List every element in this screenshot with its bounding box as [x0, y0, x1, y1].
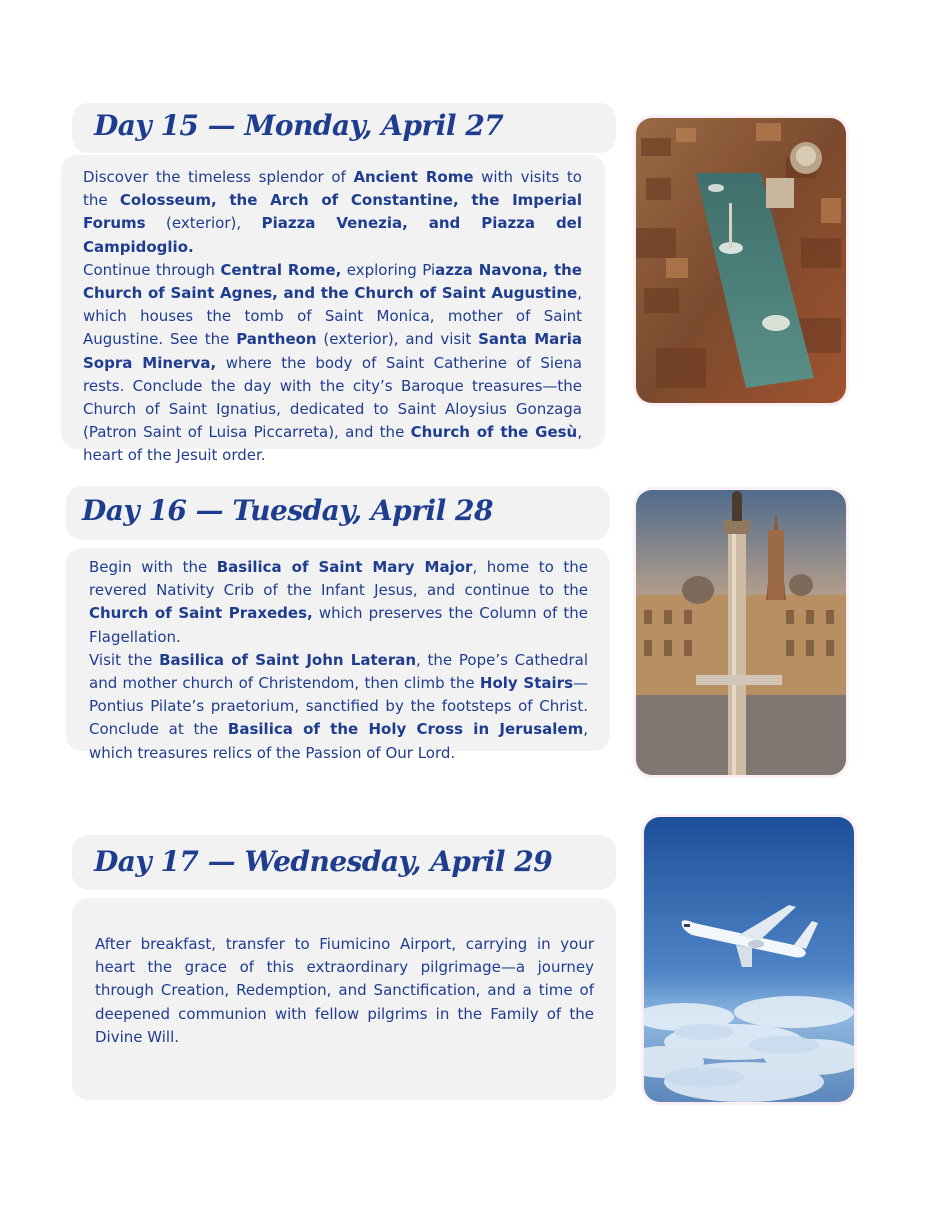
day-15-paragraph-1 [83, 166, 582, 259]
body-text: , which houses the tomb of Saint Monica, mother of Saint Augustine. See the [83, 284, 582, 349]
body-text: —Pontius Pilate’s praetorium, sanctified by the footsteps of Christ. Conclude at the [89, 674, 588, 739]
day-17-title-bar [72, 835, 616, 890]
body-text: (exterior), and visit [316, 330, 479, 349]
emphasis-text: Holy Stairs [479, 674, 573, 693]
body-text: , heart of the Jesuit order. [83, 423, 583, 465]
day-15-description [83, 166, 582, 468]
body-text: where the body of Saint Catherine of Siena rests. Conclude the day with the city’s Baroque treasures—the Church of Saint Ignatius, dedicated to Saint Aloysius Gonzaga (Patron Saint of Luisa Piccarreta), and the [83, 353, 582, 442]
emphasis-text: Church of Saint Praxedes, [89, 604, 313, 623]
basilica-santa-maria-maggiore-photo [636, 490, 846, 775]
emphasis-text: Pantheon [236, 330, 317, 349]
body-text: Begin with the [89, 558, 217, 576]
emphasis-text: Santa Maria Sopra Minerva, [83, 330, 582, 372]
body-text: Visit the [89, 650, 160, 669]
emphasis-text: Basilica of the Holy Cross in Jerusalem [227, 720, 584, 739]
emphasis-text: Basilica of Saint John Lateran [159, 650, 417, 669]
emphasis-text: Ancient Rome [353, 168, 474, 186]
emphasis-text: Church of the Gesù [410, 423, 578, 442]
emphasis-text: Basilica of Saint Mary Major [216, 558, 473, 576]
body-text: with visits to the [83, 168, 582, 210]
day-15-paragraph-2 [83, 259, 582, 468]
body-text: , the Pope’s Cathedral and mother church of Christendom, then climb the [89, 650, 588, 693]
body-text: , which treasures relics of the Passion of Our Lord. [89, 720, 588, 762]
day-17-heading: Day 17 — Wednesday, April 29 [94, 845, 553, 878]
emphasis-text: Piazza Venezia, and Piazza del Campidoglio. [83, 214, 582, 256]
emphasis-text: azza Navona, the Church of Saint Agnes, and the Church of Saint Augustine [83, 260, 582, 303]
day-17-description-card [72, 898, 616, 1100]
body-text: exploring Pi [341, 260, 436, 279]
body-text: (exterior), [145, 214, 262, 233]
day-17-description [95, 933, 594, 1049]
body-text: Discover the timeless splendor of [83, 168, 354, 186]
body-text: which preserves the Column of the Flagellation. [89, 604, 588, 646]
body-text: , home to the revered Nativity Crib of the Infant Jesus, and continue to the [89, 558, 588, 600]
emphasis-text: Colosseum, the Arch of Constantine, the Imperial Forums [83, 191, 583, 233]
body-text: After breakfast, transfer to Fiumicino Airport, carrying in your heart the grace of this extraordinary pilgrimage—a journey through Creation, Redemption, and Sanctification, and a time of deepened communion with fellow pilgrims in the Family of the Divine Will. [95, 935, 594, 1046]
day-16-heading: Day 16 — Tuesday, April 28 [82, 494, 493, 527]
day-16-paragraph-2 [89, 649, 588, 765]
day-15-title-bar [72, 103, 616, 153]
body-text: Continue through [83, 260, 221, 279]
airplane-above-clouds-photo [644, 817, 854, 1102]
day-16-description [89, 556, 588, 765]
day-16-description-card [66, 548, 610, 762]
day-16-title-bar [66, 486, 610, 540]
day-16-paragraph-1 [89, 556, 588, 649]
day-15-heading: Day 15 — Monday, April 27 [94, 109, 504, 142]
aerial-piazza-navona-photo [636, 118, 846, 403]
day-17-paragraph-1 [95, 933, 594, 1049]
day-15-description-card [61, 155, 605, 465]
emphasis-text: Central Rome, [220, 260, 342, 279]
